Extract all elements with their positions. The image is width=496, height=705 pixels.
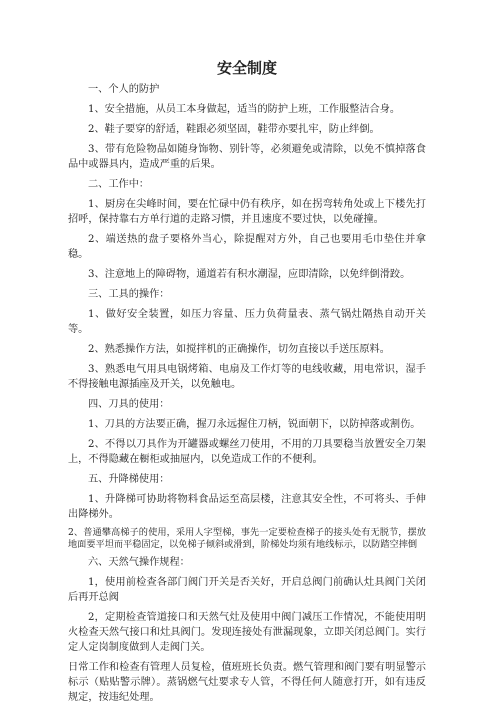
paragraph: 3、熟悉电气用具电锅烤箱、电扇及工作灯等的电线收藏，用电常识，湿手不得接触电源插座及开关，以免触电。 (68, 364, 426, 390)
paragraph: 1、厨房在尖峰时间，要在忙碌中仍有秩序，如在拐弯转角处或上下楼先打招呼，保持靠右方单行道的走路习惯，并且速度不要过快，以免碰撞。 (68, 199, 426, 225)
paragraph: 1、安全措施，从员工本身做起，适当的防护上班，工作服整洁合身。 (88, 104, 401, 115)
paragraph: 2、普通攀高梯子的使用，采用人字型梯，事先一定要检查梯子的接头处有无脱节，摆放地面要平坦而平稳固定，以免梯子倾斜或滑到，阶梯处均须有地线标示，以防踏空摔倒 (68, 527, 426, 550)
paragraph: 2，定期检查管道接口和天然气灶及使用中阀门减压工作情况，不能使用明火检查天然气接口和灶具阀门。发现连接处有泄漏现象，立即关闭总阀门。实行定人定岗制度做到人走阀门关。 (68, 612, 426, 653)
paragraph: 1，使用前检查各部门阀门开关是否关好，开启总阀门前确认灶具阀门关闭后再开总阀 (68, 577, 426, 603)
paragraph: 1、升降梯可协助将物料食品运至高层楼，注意其安全性，不可将头、手伸出降梯外。 (68, 494, 426, 520)
paragraph: 3、注意地上的障碍物，通道若有积水潮湿，应即清除，以免绊倒滑跤。 (88, 269, 411, 280)
section-heading-gas: 六、天然气操作规程： (88, 557, 190, 568)
paragraph: 3、带有危险物品如随身饰物、别针等，必须避免或清除，以免不慎掉落食品中或器具内，造成严重的后果。 (68, 144, 426, 170)
section-heading-tools: 三、工具的操作： (88, 289, 170, 300)
section-heading-elevator: 五、升降梯使用： (88, 474, 170, 485)
section-heading-work: 二、工作中： (88, 179, 150, 190)
paragraph: 2、不得以刀具作为开罐器或螺丝刀使用，不用的刀具要稳当放置安全刀架上，不得隐藏在橱柜或抽屉内，以免造成工作的不便利。 (68, 439, 426, 465)
paragraph: 2、端送热的盘子要格外当心，除提醒对方外，自己也要用毛巾垫住并拿稳。 (68, 234, 426, 260)
paragraph: 2、熟悉操作方法，如搅拌机的正确操作，切勿直接以手送压原料。 (88, 344, 390, 355)
paragraph: 日常工作和检查有管理人员复检，值班班长负责。燃气管理和阀门要有明显警示标示（贴贴警示牌）。蒸锅燃气灶要求专人管，不得任何人随意打开，如有违反规定，按违纪处理。 (68, 662, 426, 703)
document-title: 安全制度 (216, 59, 277, 77)
section-heading-personal: 一、个人的防护 (88, 84, 160, 95)
paragraph: 1、刀具的方法要正确，握刀永远握住刀柄，锐面朝下，以防掉落或割伤。 (88, 419, 421, 430)
section-heading-knives: 四、刀具的使用： (88, 399, 170, 410)
paragraph: 1、做好安全装置，如压力容量、压力负荷量表、蒸气锅灶隔热自动开关等。 (68, 309, 426, 335)
paragraph: 2、鞋子要穿的舒适，鞋跟必须坚固，鞋带亦要扎牢，防止绊倒。 (88, 124, 380, 135)
